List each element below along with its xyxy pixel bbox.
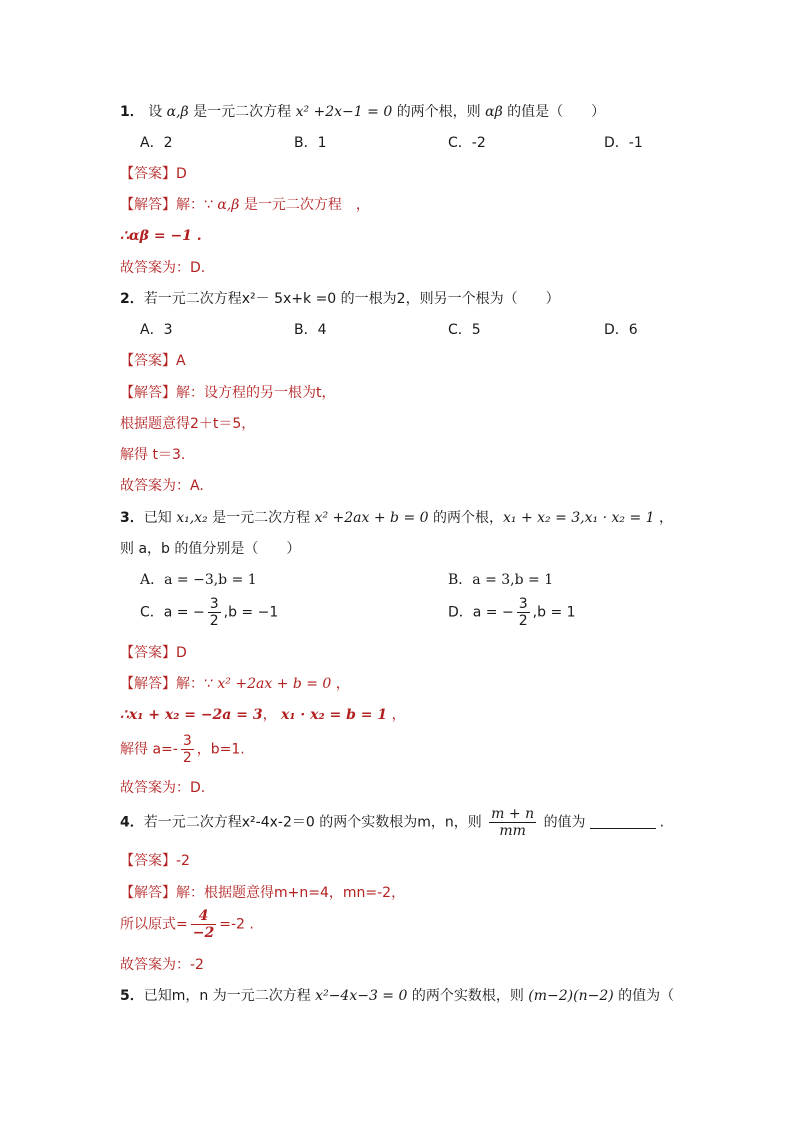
- q1-solution-vars: α,β: [217, 197, 240, 213]
- q2-solution-tag: 【解答】: [120, 385, 176, 401]
- q3-vars: x₁,x₂: [176, 510, 208, 526]
- q1-option-d: D．-1: [604, 135, 643, 151]
- q5-mid: 的两个实数根，则: [411, 988, 524, 1004]
- q2-answer-value: A: [176, 353, 186, 369]
- q3-solution: [120, 674, 350, 694]
- q3-step2: [120, 733, 245, 766]
- q2-text: 若一元二次方程x²－ 5x+k =0 的一根为2，则另一个根为（ ）: [143, 291, 560, 307]
- q3-pre: 已知: [143, 510, 172, 526]
- q4-step1-den: −2: [192, 925, 215, 941]
- q4-step1-pre: 所以原式=: [120, 916, 188, 933]
- q4-blank: [590, 814, 656, 829]
- q1-mid: 是一元二次方程: [193, 104, 292, 120]
- q3-solution-eq: x² +2ax + b = 0: [217, 676, 332, 692]
- q1-solution-rest: 是一元二次方程 ，: [243, 197, 370, 213]
- q3-option-c: [140, 596, 278, 629]
- q3-mid: 是一元二次方程: [212, 510, 311, 526]
- q1-answer-value: D: [176, 166, 187, 182]
- q3-equation: x² +2ax + b = 0: [314, 510, 429, 526]
- q3-answer-value: D: [176, 645, 187, 661]
- q4-solution: [120, 883, 405, 903]
- q3-option-d-pre: D．a = −: [448, 604, 514, 621]
- q4-solution-text: 解：根据题意得m+n=4，mn=-2，: [176, 885, 406, 901]
- q3-option-c-post: ,b = −1: [223, 604, 279, 621]
- q3-solution-end: ，: [335, 676, 350, 692]
- q3-option-a: A．a = −3,b = 1: [140, 572, 257, 588]
- q2-solution-text: 解：设方程的另一根为t，: [176, 385, 336, 401]
- q4-answer-value: -2: [176, 853, 190, 869]
- q5-number: 5: [120, 988, 130, 1004]
- q4-step1-post: =-2 .: [219, 916, 254, 933]
- q3-answer-tag: 【答案】: [120, 645, 176, 661]
- q3-option-d-post: ,b = 1: [532, 604, 576, 621]
- q3-final: 故答案为：D.: [120, 780, 206, 796]
- q3-option-d-num: 3: [518, 596, 528, 612]
- q2-answer-tag: 【答案】: [120, 353, 176, 369]
- q3-step2-post: ，b=1.: [196, 741, 245, 758]
- q3-solution-tag: 【解答】: [120, 676, 176, 692]
- q1-end: 的值是（ ）: [507, 104, 606, 120]
- q3-step1: [120, 705, 406, 725]
- q3-stem-line2: 则 a，b 的值分别是（ ）: [120, 541, 301, 557]
- q3-option-c-den: 2: [209, 613, 219, 629]
- q4-solution-tag: 【解答】: [120, 885, 176, 901]
- q3-condition: x₁ + x₂ = 3,x₁ · x₂ = 1: [503, 510, 655, 526]
- q1-pre: 设: [148, 104, 163, 120]
- q1-option-c: C．-2: [448, 135, 486, 151]
- q1-answer-tag: 【答案】: [120, 166, 176, 182]
- q3-answer: [120, 643, 187, 663]
- q4-frac-num: m + n: [491, 806, 535, 822]
- q4-frac-den: mm: [499, 823, 526, 839]
- q3-option-d-den: 2: [518, 613, 528, 629]
- q2-option-c: C．5: [448, 322, 481, 338]
- q4-answer: [120, 851, 190, 871]
- q4-step1-num: 4: [191, 908, 216, 925]
- q2-option-b: B．4: [294, 322, 327, 338]
- q4-post: 的值为: [543, 814, 586, 831]
- q1-stem: 1． 设 α,β 是一元二次方程 x² +2x−1 = 0 的两个根，则 αβ 的值是（ ）: [120, 104, 606, 120]
- q1-number: 1: [120, 104, 130, 120]
- q2-number: 2: [120, 291, 130, 307]
- q2-option-d: D．6: [604, 322, 638, 338]
- q3-step1-d: ，: [391, 707, 406, 723]
- q3-step2-den: 2: [182, 750, 192, 766]
- q1-solution-tag: 【解答】: [120, 197, 176, 213]
- q1-step: ∴αβ = −1 .: [120, 228, 202, 244]
- q2-stem: 2．若一元二次方程x²－ 5x+k =0 的一根为2，则另一个根为（ ）: [120, 291, 560, 307]
- q4-final: 故答案为：-2: [120, 957, 204, 973]
- q3-step2-num: 3: [182, 733, 192, 749]
- q3-option-b: B．a = 3,b = 1: [448, 572, 554, 588]
- q1-post: 的两个根，则: [396, 104, 481, 120]
- q1-solution-text: 解：∵: [176, 197, 213, 213]
- q3-option-c-num: 3: [209, 596, 219, 612]
- q1-final: 故答案为：D.: [120, 260, 206, 276]
- q3-stem: 3．已知 x₁,x₂ 是一元二次方程 x² +2ax + b = 0 的两个根，x₁ + x₂ = 3,x₁ · x₂ = 1 ，: [120, 510, 673, 526]
- q4-end: .: [659, 814, 665, 831]
- q3-option-c-pre: C．a = −: [140, 604, 205, 621]
- q3-comma: ，: [659, 510, 673, 526]
- q2-step1: 根据题意得2＋t＝5，: [120, 416, 256, 432]
- q3-number: 3: [120, 510, 130, 526]
- q2-final: 故答案为：A.: [120, 478, 204, 494]
- q5-stem: 5．已知m，n 为一元二次方程 x²−4x−3 = 0 的两个实数根，则 (m−2)(n−2) 的值为（: [120, 988, 675, 1004]
- q1-vars: α,β: [166, 104, 189, 120]
- q2-option-a: A．3: [140, 322, 173, 338]
- q5-expression: (m−2)(n−2): [528, 988, 614, 1004]
- q1-answer: [120, 164, 187, 184]
- q5-end: 的值为（: [618, 988, 675, 1004]
- q2-step2: 解得 t＝3.: [120, 447, 186, 463]
- q1-option-a: A．2: [140, 135, 173, 151]
- q1-equation: x² +2x−1 = 0: [295, 104, 393, 120]
- q3-step1-a: ∴x₁ + x₂ = −2a = 3: [120, 707, 263, 723]
- q2-answer: [120, 351, 186, 371]
- q5-pre: 已知m，n 为一元二次方程: [143, 988, 311, 1004]
- q4-text: 若一元二次方程x²-4x-2＝0 的两个实数根为m，n，则: [143, 814, 482, 831]
- q4-step1: [120, 908, 254, 941]
- q3-post: 的两个根，: [433, 510, 503, 526]
- q1-option-b: B．1: [294, 135, 327, 151]
- q1-solution: [120, 195, 370, 215]
- q1-product: αβ: [485, 104, 503, 120]
- q3-option-d: [448, 596, 576, 629]
- q5-equation: x²−4x−3 = 0: [315, 988, 408, 1004]
- q4-number: 4: [120, 814, 130, 831]
- q3-step1-b: ，: [262, 707, 277, 723]
- q3-solution-text: 解：∵: [176, 676, 213, 692]
- q4-stem: 4．若一元二次方程x²-4x-2＝0 的两个实数根为m，n，则 $\frac{m + n}{mm}$ 的值为 .: [120, 806, 665, 839]
- q2-solution: [120, 383, 336, 403]
- q4-answer-tag: 【答案】: [120, 853, 176, 869]
- q3-step1-c: x₁ · x₂ = b = 1: [281, 707, 388, 723]
- q3-step2-pre: 解得 a=-: [120, 741, 178, 758]
